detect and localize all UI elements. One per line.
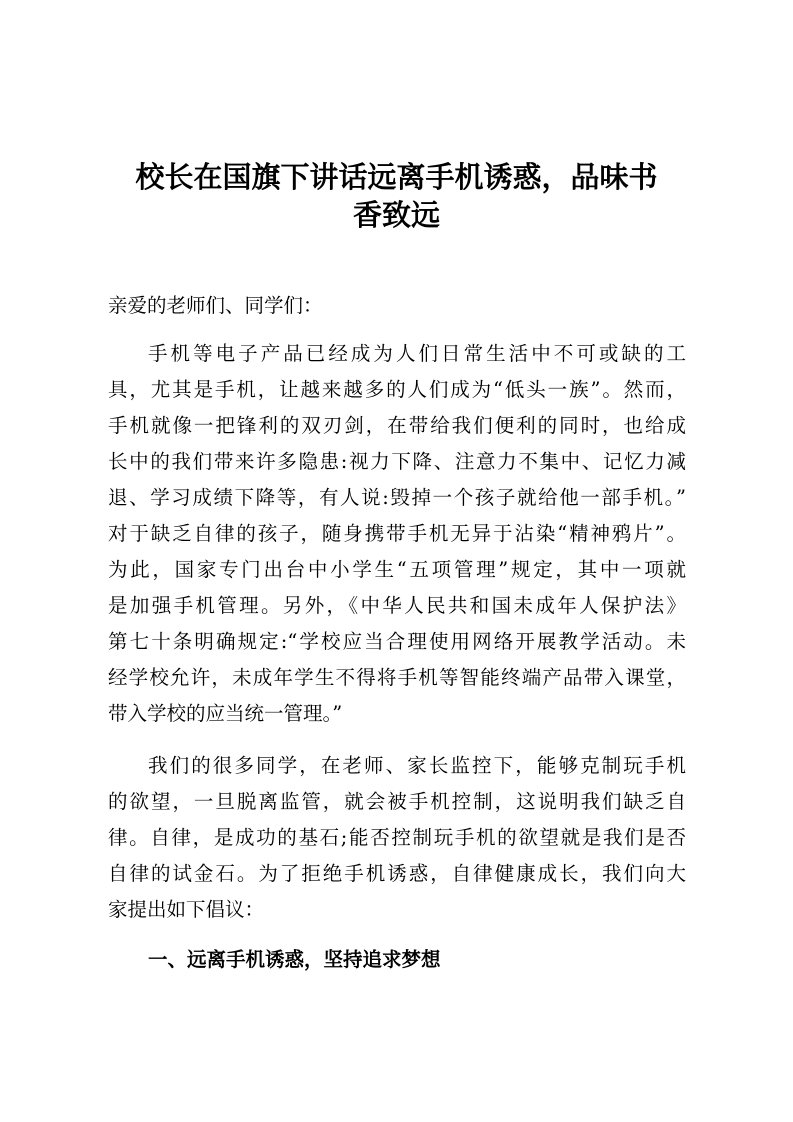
paragraph-1-line: 第七十条明确规定:“学校应当合理使用网络开展教学活动。未 [108,630,686,653]
paragraph-2-line: 的欲望，一旦脱离监管，就会被手机控制，这说明我们缺乏自 [108,790,686,813]
paragraph-2-line: 家提出如下倡议： [108,898,265,921]
paragraph-2-line: 我们的很多同学，在老师、家长监控下，能够克制玩手机 [148,754,686,777]
paragraph-1-line: 经学校允许，未成年学生不得将手机等智能终端产品带入课堂， [108,666,686,689]
document-title [100,158,693,234]
section-heading: 一、远离手机诱惑，坚持追求梦想 [148,948,441,971]
paragraph-2-line: 律。自律，是成功的基石;能否控制玩手机的欲望就是我们是否 [108,826,686,849]
paragraph-1-line: 手机等电子产品已经成为人们日常生活中不可或缺的工 [148,342,686,365]
paragraph-1-line: 退、学习成绩下降等，有人说:毁掉一个孩子就给他一部手机。” [108,486,686,509]
title-line-2: 香致远 [352,198,440,232]
title-line-1: 校长在国旗下讲话远离手机诱惑，品味书 [135,160,658,194]
salutation: 亲爱的老师们、同学们： [108,294,323,317]
paragraph-1-line: 具，尤其是手机，让越来越多的人们成为“低头一族”。然而， [108,378,686,401]
paragraph-1-line: 长中的我们带来许多隐患:视力下降、注意力不集中、记忆力减 [108,450,686,473]
paragraph-1-line: 对于缺乏自律的孩子，随身携带手机无异于沾染“精神鸦片”。 [108,522,686,545]
paragraph-1-line: 手机就像一把锋利的双刃剑，在带给我们便利的同时，也给成 [108,414,686,437]
paragraph-2-line: 自律的试金石。为了拒绝手机诱惑，自律健康成长，我们向大 [108,862,686,885]
paragraph-1-line: 为此，国家专门出台中小学生“五项管理”规定，其中一项就 [108,558,686,581]
paragraph-1-line: 是加强手机管理。另外，《中华人民共和国未成年人保护法》 [108,594,686,617]
paragraph-1-line: 带入学校的应当统一管理。” [108,702,343,725]
